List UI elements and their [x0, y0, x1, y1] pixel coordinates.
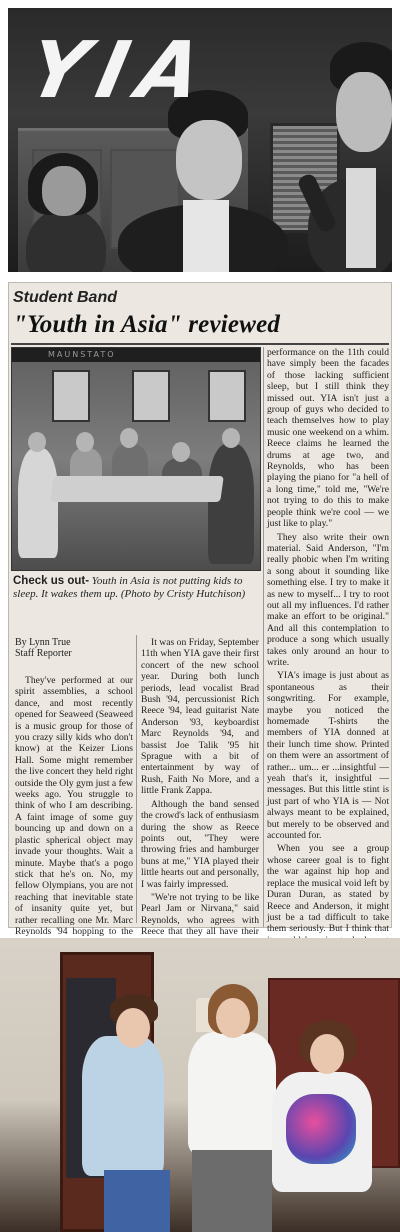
- light-blue-shirt: [82, 1036, 164, 1176]
- byline-name: By Lynn True: [15, 637, 71, 648]
- window: [208, 370, 246, 422]
- yia-logo: YIA: [20, 26, 222, 116]
- face: [116, 1008, 150, 1048]
- student-figure: [18, 448, 58, 558]
- white-shirt: [346, 168, 376, 268]
- table: [50, 476, 224, 502]
- section-kicker: Student Band: [13, 289, 117, 306]
- photo-sign-strip: MAUNSTATO: [12, 348, 260, 362]
- student-head: [28, 432, 46, 452]
- paragraph: When you see a group whose career goal is to fight the war against hip hop and replace the musical void left by Duran Duran, as stated by Reece and Anderson, it might just be a tad difficult to take them seriously. But I think that: [267, 843, 389, 935]
- photo-caption: [13, 575, 259, 601]
- paragraph: Although the band sensed the crowd's lack of enthusiasm during the show as Reece points out, "They were throwing fries and hamburger buns at me," YIA played their little hearts out and personally, I was fairly impressed.: [141, 798, 259, 890]
- band-photo-top: [8, 8, 392, 272]
- jeans: [104, 1170, 170, 1232]
- byline-role: Staff Reporter: [15, 648, 72, 659]
- student-head: [222, 428, 240, 448]
- student-head: [76, 432, 94, 452]
- band-photo-bottom: [0, 938, 400, 1232]
- byline: [15, 637, 72, 659]
- article-column-3: [267, 347, 389, 982]
- white-shirt: [183, 200, 229, 272]
- face: [216, 998, 250, 1038]
- paragraph: "We're not trying to be like Pearl Jam or Nirvana," said Reynolds, who agrees with Reece that they all have their: [141, 891, 259, 938]
- student-head: [120, 428, 138, 448]
- paragraph: They've performed at our spirit assemblies, a school dance, and most recently opened for Seaweed (Seaweed is a music group for those of you crazy silly kids who don't know) at the Keizer Lions Hall. Some might remember the live concert they held right outside the Oly gym just a few weeks ago. You struggle to think of who I am describing. A faint image of some guy bouncing up and down on a plastic spherical object may invade your thoughts. Wait a minute. Maybe that's a pogo stick that he's on. No, my fellow Olympians, you are not reaching that inevitable state of insanity quite yet, but rather recalling one Mr. Marc Reynolds '94 hopping to the: [15, 675, 133, 937]
- student-head: [172, 442, 190, 462]
- headline: "Youth in Asia" reviewed: [13, 311, 281, 338]
- face: [310, 1034, 344, 1074]
- face: [176, 120, 242, 200]
- paragraph: They also write their own material. Said Anderson, "I'm really phobic when I'm writing a song about it sounding like something else. I try to make it as new to myself... I try to root out all my influences. I'd rather make an effort to be original." And all this contemplation to produce a song which usually takes only around an hour to write.: [267, 531, 389, 668]
- student-figure: [208, 444, 254, 564]
- band-table-photo: [11, 347, 261, 571]
- paragraph: YIA's image is just about as spontaneous as their songwriting. For example, maybe you noticed the homemade T-shirts the members of YIA donned at their lunch time show. Printed on them were an assortment of rather... um... er ...insightful — yeah that's it, insightful — messages. But this little stint is just part of who YIA is — Not always meant to be explained, but merely to be observed and accounted for.: [267, 670, 389, 842]
- face: [42, 166, 86, 216]
- column-rule: [136, 635, 137, 923]
- window: [132, 370, 170, 422]
- headline-rule: [11, 343, 389, 345]
- white-tshirt: [188, 1032, 276, 1154]
- grey-pants: [192, 1150, 272, 1232]
- column-rule: [263, 347, 264, 927]
- article-column-1: [15, 675, 133, 974]
- newspaper-clipping: [8, 282, 392, 938]
- paragraph: performance on the 11th could have simply been the facades of those lacking sufficient sleep, but I still think they missed out. YIA isn't just a group of guys who decided to teach themselves how to play music one weekend on a whim. Reece claims he learned the drums at age two, and Reynolds, who has been playing the piano for "a hell of a long time," told me, "We're not trying to do this to make people think we're cool — we just like to play.": [267, 347, 389, 530]
- face: [336, 72, 392, 152]
- caption-text: Youth in Asia is not putting kids to sleep. It wakes them up. (Photo by Cristy Hutchison): [13, 575, 246, 600]
- caption-lead: Check us out-: [13, 575, 90, 587]
- shirt-graphic: [286, 1094, 356, 1164]
- window: [52, 370, 90, 422]
- paragraph: It was on Friday, September 11th when YIA gave their first concert of the new school year. During both lunch periods, lead vocalist Brad Bush '94, percussionist Rich Reece '94, lead guitarist Nate Anderson '93, keyboardist Marc Reynolds '94, and bassist Joe Talik '95 hit Sprague with a bit of entertainment by way of Rush, Faith No More, and a little Frank Zappa.: [141, 637, 259, 797]
